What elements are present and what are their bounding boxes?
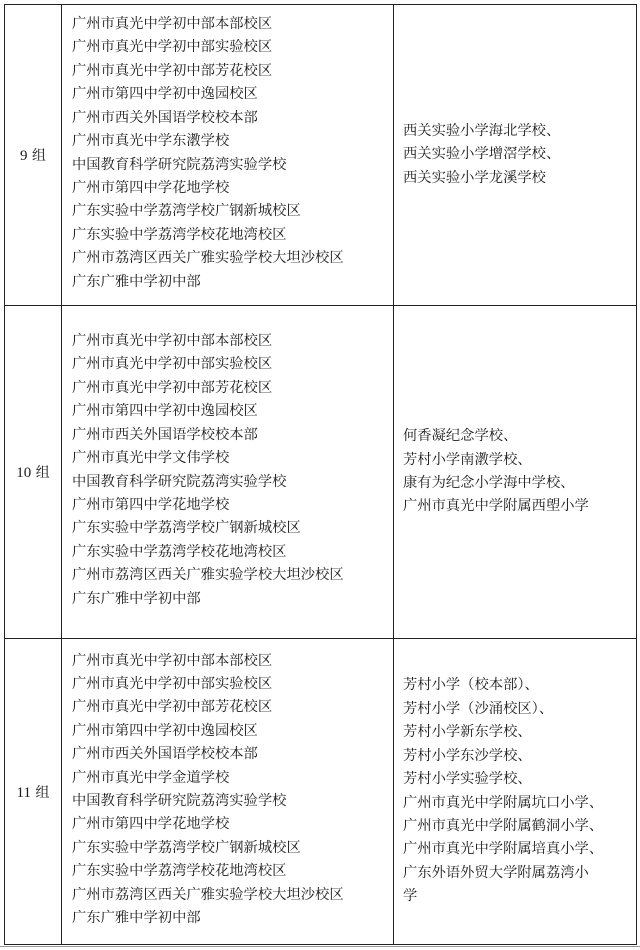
list-item: 广东广雅中学初中部	[72, 273, 201, 290]
list-item: 广州市真光中学初中部本部校区	[72, 16, 273, 33]
list-item: 芳村小学（沙涌校区）、	[403, 700, 554, 717]
list-item: 广州市真光中学初中部实验校区	[72, 39, 273, 56]
primary-school-list	[394, 5, 637, 306]
list-item: 广州市真光中学附属培真小学、	[403, 841, 604, 858]
school-groups-table	[4, 4, 637, 945]
list-item: 广东实验中学荔湾学校花地湾校区	[72, 226, 287, 243]
list-item: 广州市真光中学文伟学校	[72, 450, 230, 467]
table-row	[5, 306, 637, 639]
list-item: 康有为纪念小学海中学校、	[403, 475, 575, 491]
table-row	[5, 5, 637, 306]
list-item: 广州市第四中学花地学校	[72, 179, 230, 196]
list-item: 广州市真光中学初中部本部校区	[72, 333, 273, 350]
list-item: 广州市真光中学初中部本部校区	[72, 652, 273, 669]
list-item: 广州市真光中学初中部实验校区	[72, 675, 273, 692]
list-item: 广州市第四中学花地学校	[72, 496, 230, 513]
list-item: 学	[403, 888, 418, 905]
list-item: 广州市第四中学花地学校	[72, 816, 230, 833]
middle-school-list	[62, 639, 394, 945]
list-item: 广州市真光中学初中部实验校区	[72, 356, 273, 373]
table-row	[5, 639, 637, 945]
list-item: 广州市第四中学初中逸园校区	[72, 403, 258, 420]
list-item: 广州市真光中学附属鹤洞小学、	[403, 817, 604, 834]
list-item: 何香凝纪念学校、	[403, 428, 518, 445]
list-item: 广东实验中学荔湾学校广钢新城校区	[72, 520, 301, 537]
list-item: 芳村小学南漖学校、	[403, 451, 532, 468]
list-item: 广州市西关外国语学校校本部	[72, 746, 258, 763]
list-item: 广东实验中学荔湾学校广钢新城校区	[72, 203, 301, 220]
group-suffix: 组	[27, 148, 46, 164]
middle-school-list	[62, 306, 394, 639]
page-divider	[0, 946, 640, 947]
list-item: 广州市荔湾区西关广雅实验学校大坦沙校区	[72, 567, 344, 584]
group-number: 10	[16, 465, 32, 481]
group-label-cell	[5, 639, 62, 945]
group-suffix: 组	[31, 465, 50, 481]
middle-school-list	[62, 5, 394, 306]
list-item: 西关实验小学增滘学校、	[403, 146, 561, 163]
list-item: 西关实验小学龙溪学校	[403, 169, 546, 186]
group-label-cell	[5, 5, 62, 306]
list-item: 广东实验中学荔湾学校花地湾校区	[72, 863, 287, 880]
list-item: 广东实验中学荔湾学校花地湾校区	[72, 543, 287, 560]
list-item: 芳村小学实验学校、	[403, 771, 532, 788]
list-item: 广州市荔湾区西关广雅实验学校大坦沙校区	[72, 250, 344, 267]
primary-school-list	[394, 639, 637, 945]
list-item: 西关实验小学海北学校、	[403, 122, 561, 139]
group-suffix: 组	[31, 784, 50, 801]
list-item: 中国教育科学研究院荔湾实验学校	[72, 793, 287, 809]
list-item: 广州市真光中学初中部芳花校区	[72, 379, 273, 396]
list-item: 广州市荔湾区西关广雅实验学校大坦沙校区	[72, 886, 344, 903]
list-item: 广州市第四中学初中逸园校区	[72, 86, 258, 103]
primary-school-list	[394, 306, 637, 639]
list-item: 广东外语外贸大学附属荔湾小	[403, 864, 589, 881]
list-item: 中国教育科学研究院荔湾实验学校	[72, 473, 287, 490]
group-label-cell	[5, 306, 62, 639]
list-item: 广州市真光中学东漖学校	[72, 133, 230, 150]
list-item: 芳村小学新东学校、	[403, 724, 532, 741]
list-item: 广州市真光中学初中部芳花校区	[72, 699, 273, 716]
list-item: 广州市西关外国语学校校本部	[72, 426, 258, 443]
list-item: 广州市真光中学附属坑口小学、	[403, 794, 604, 811]
list-item: 广东广雅中学初中部	[72, 910, 201, 927]
list-item: 广州市真光中学附属西塱小学	[403, 498, 589, 515]
list-item: 广州市真光中学初中部芳花校区	[72, 62, 273, 79]
list-item: 广州市第四中学初中逸园校区	[72, 722, 258, 739]
list-item: 中国教育科学研究院荔湾实验学校	[72, 156, 287, 173]
list-item: 广州市真光中学金道学校	[72, 769, 230, 786]
group-number: 11	[16, 784, 31, 801]
list-item: 广东实验中学荔湾学校广钢新城校区	[72, 839, 301, 856]
list-item: 芳村小学东沙学校、	[403, 747, 532, 764]
list-item: 广东广雅中学初中部	[72, 590, 201, 607]
list-item: 芳村小学（校本部）、	[403, 677, 539, 694]
list-item: 广州市西关外国语学校校本部	[72, 109, 258, 126]
group-number: 9	[20, 148, 28, 164]
